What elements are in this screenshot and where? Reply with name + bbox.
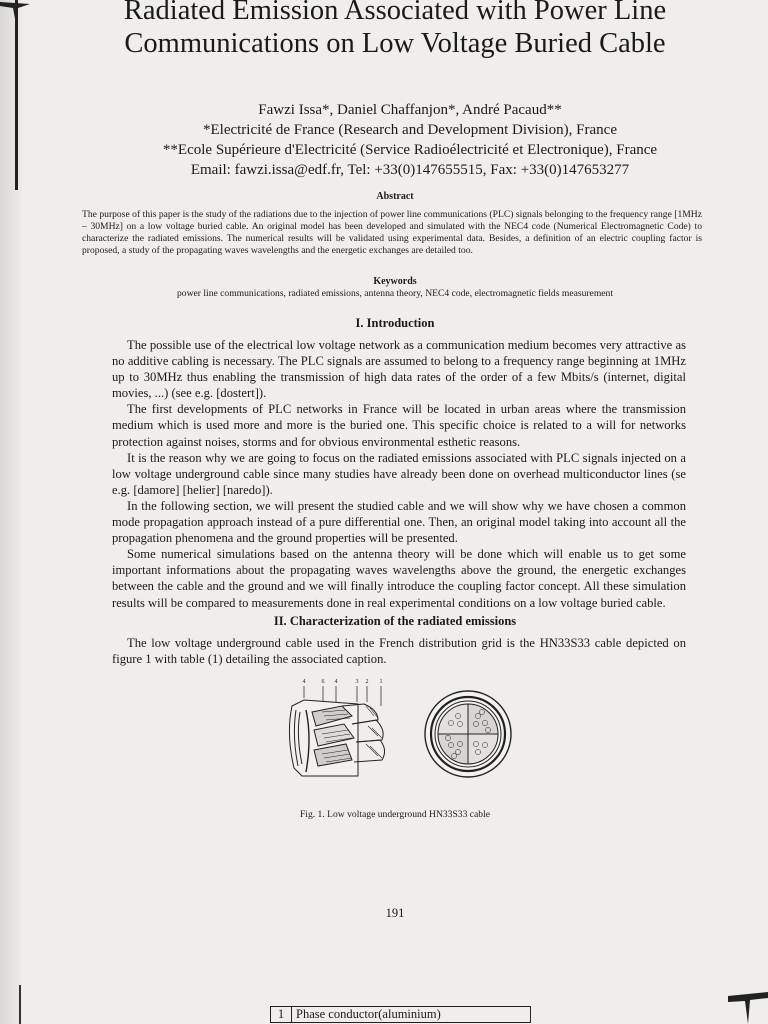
cable-side-view: [289, 700, 384, 776]
callout-label: 3: [355, 679, 359, 685]
scan-margin-mark: [19, 985, 21, 1024]
introduction-body: [112, 337, 686, 611]
keywords-text: power line communications, radiated emissions, antenna theory, NEC4 code, electromagnetic fields measurement: [176, 288, 614, 299]
affiliation-1: *Electricité de France (Research and Development Division), France: [202, 122, 617, 138]
scan-corner-mark: [728, 990, 768, 1024]
paragraph: In the following section, we will present the studied cable and we will show why we have chosen a common mode propagation approach instead of a pure differential one. Then, an original model taking into account all the propagation phenomena and the ground properties will be presented.: [112, 498, 686, 546]
section-number: II.: [273, 614, 287, 628]
paragraph: The low voltage underground cable used in the French distribution grid is the HN33S33 cable depicted on figure 1 with table (1) detailing the associated caption.: [112, 636, 686, 667]
section-heading-characterization: [60, 614, 730, 629]
scan-corner-mark: [0, 0, 40, 24]
section-heading-introduction: [60, 316, 730, 331]
abstract-heading: Abstract: [376, 191, 414, 202]
abstract-text: The purpose of this paper is the study of the radiations due to the injection of power line communications (PLC) signals belonging to the frequency range [1MHz – 30MHz] on a low voltage buried cable. An original model has been developed and simulated with the NEC4 code (Numerical Electromagnetic Code) to characterize the radiated emissions. The numerical results will be validated using experimental data. Besides, a definition of an electric coupling factor is proposed, a study of the propagating waves wavelengths and the energetic exchanges are detailed too.: [82, 209, 702, 256]
section-title: Characterization of the radiated emissions: [289, 614, 517, 628]
paragraph: It is the reason why we are going to focus on the radiated emissions associated with PLC signals injected on a low voltage underground cable since many studies have already been done on overhead multiconductor lines (se e.g. [damore] [helier] [naredo]).: [112, 450, 686, 497]
callout-label: 1: [379, 679, 383, 685]
figure-callout-labels: [303, 679, 383, 685]
callout-label: 4: [302, 679, 306, 685]
table-cell-number: 1: [271, 1007, 292, 1023]
cable-cross-section: [425, 691, 511, 777]
contact-line: Email: fawzi.issa@edf.fr, Tel: +33(0)147655515, Fax: +33(0)147653277: [190, 162, 630, 178]
caption-table: [270, 1006, 531, 1023]
scan-margin-mark: [15, 0, 18, 190]
authors: Fawzi Issa*, Daniel Chaffanjon*, André Pacaud**: [258, 102, 562, 118]
paper-title: Radiated Emission Associated with Power Line Communications on Low Voltage Buried Cable: [123, 0, 667, 59]
page-number: 191: [385, 906, 405, 920]
section-title: Introduction: [366, 316, 435, 330]
callout-label: 6: [321, 679, 325, 685]
section-number: I.: [355, 316, 364, 330]
paragraph: The possible use of the electrical low voltage network as a communication medium becomes very attractive as no additive cabling is necessary. The PLC signals are assumed to belong to a frequency range beginning at 1MHz up to 30MHz thus enabling the transmission of high data rates of the order of a few Mbits/s (internet, digital movies, ...) (see e.g. [dostert]).: [112, 338, 686, 401]
callout-label: 2: [365, 679, 369, 685]
callout-label: 4: [334, 679, 338, 685]
scan-edge: [0, 0, 22, 1024]
cable-figure: [282, 676, 522, 788]
author-block: [80, 100, 740, 180]
paragraph: The first developments of PLC networks in France will be located in urban areas where the transmission medium which is used more and more is the buried one. This specific choice is related to a will for networks protection against noises, storms and for obvious environmental esthetic reasons.: [112, 402, 686, 449]
figure-caption: Fig. 1. Low voltage underground HN33S33 cable: [299, 809, 491, 820]
keywords-heading: Keywords: [373, 276, 417, 287]
table-row: [271, 1007, 531, 1023]
table-cell-label: Phase conductor(aluminium): [292, 1007, 531, 1023]
paragraph: Some numerical simulations based on the antenna theory will be done which will enable us to get some important informations about the propagating waves wavelengths above the ground, the energetic exchanges between the cable and the ground and we will finally introduce the coupling factor concept. All these simulation results will be compared to measurements done in real experimental conditions on a low voltage buried cable.: [112, 547, 686, 610]
section-2-body: [112, 635, 686, 667]
affiliation-2: **Ecole Supérieure d'Electricité (Service Radioélectricité et Electronique), France: [162, 142, 658, 158]
